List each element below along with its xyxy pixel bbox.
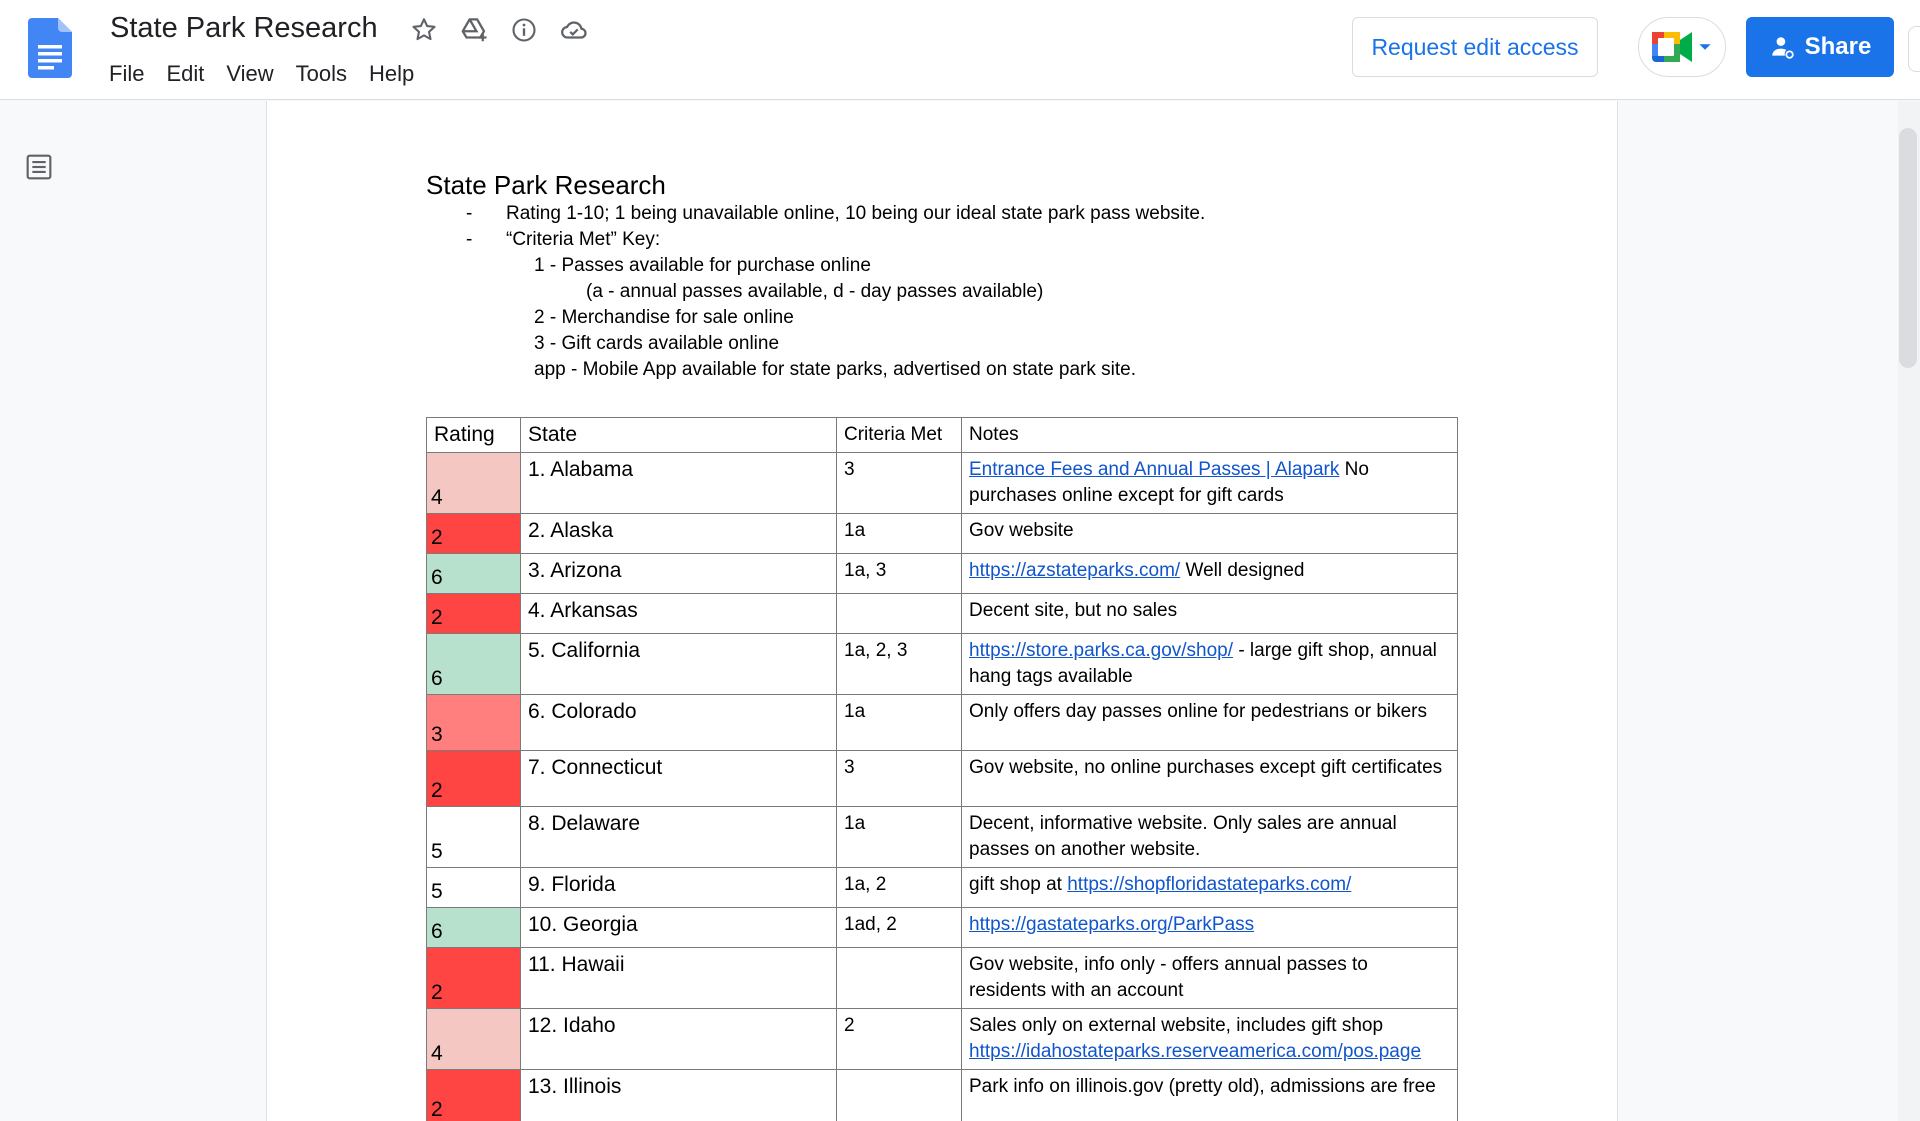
notes-cell[interactable] xyxy=(962,634,1458,695)
table-row xyxy=(427,554,1458,594)
rating-cell[interactable]: 2 xyxy=(427,594,521,634)
state-cell[interactable]: 12. Idaho xyxy=(521,1009,837,1070)
note-link[interactable]: https://azstateparks.com/ xyxy=(969,560,1181,581)
rating-cell[interactable]: 2 xyxy=(427,751,521,807)
header-notes: Notes xyxy=(962,418,1458,453)
table-row xyxy=(427,695,1458,751)
note-link[interactable]: https://gastateparks.org/ParkPass xyxy=(969,914,1255,935)
rating-cell[interactable]: 6 xyxy=(427,554,521,594)
state-cell[interactable]: 4. Arkansas xyxy=(521,594,837,634)
criteria-cell[interactable] xyxy=(837,594,962,634)
state-cell[interactable]: 1. Alabama xyxy=(521,453,837,514)
side-panel-toggle[interactable] xyxy=(1908,26,1920,72)
key-item: 3 - Gift cards available online xyxy=(534,333,780,354)
state-cell[interactable]: 2. Alaska xyxy=(521,514,837,554)
rating-cell[interactable]: 6 xyxy=(427,908,521,948)
bullet-text: Rating 1-10; 1 being unavailable online, 10 being our ideal state park pass website. xyxy=(506,203,1206,224)
bullet-dash: - xyxy=(466,229,473,250)
criteria-cell[interactable]: 1a xyxy=(837,695,962,751)
star-icon[interactable] xyxy=(406,12,442,48)
rating-cell[interactable]: 6 xyxy=(427,634,521,695)
top-bar xyxy=(0,0,1920,100)
menu-file[interactable]: File xyxy=(109,61,145,86)
criteria-cell[interactable] xyxy=(837,948,962,1009)
state-park-table xyxy=(426,417,1458,1121)
menu-view[interactable]: View xyxy=(226,61,274,86)
share-button-label: Share xyxy=(1804,33,1872,60)
info-icon[interactable] xyxy=(506,12,542,48)
note-text: Park info on illinois.gov (pretty old), admissions are free xyxy=(969,1076,1436,1097)
criteria-cell[interactable]: 1a, 2 xyxy=(837,868,962,908)
criteria-cell[interactable]: 1ad, 2 xyxy=(837,908,962,948)
criteria-cell[interactable] xyxy=(837,1070,962,1121)
state-cell[interactable]: 9. Florida xyxy=(521,868,837,908)
notes-cell[interactable] xyxy=(962,751,1458,807)
rating-cell[interactable]: 2 xyxy=(427,514,521,554)
table-row xyxy=(427,1070,1458,1121)
menu-bar xyxy=(98,58,425,90)
person-add-icon xyxy=(1769,34,1795,60)
criteria-cell[interactable]: 3 xyxy=(837,453,962,514)
table-row xyxy=(427,807,1458,868)
request-edit-access-button[interactable]: Request edit access xyxy=(1352,17,1598,77)
note-text: Decent, informative website. Only sales are annual passes on another website. xyxy=(969,813,1397,860)
table-row xyxy=(427,594,1458,634)
state-cell[interactable]: 11. Hawaii xyxy=(521,948,837,1009)
outline-list-icon xyxy=(23,151,55,183)
state-cell[interactable]: 6. Colorado xyxy=(521,695,837,751)
menu-help[interactable]: Help xyxy=(369,61,415,86)
note-link[interactable]: https://store.parks.ca.gov/shop/ xyxy=(969,640,1234,661)
note-text: Only offers day passes online for pedestrians or bikers xyxy=(969,701,1427,722)
note-text: Well designed xyxy=(1185,560,1305,581)
header-state: State xyxy=(521,418,837,453)
header-rating: Rating xyxy=(427,418,521,453)
note-text: Decent site, but no sales xyxy=(969,600,1178,621)
document-content xyxy=(426,169,1466,383)
note-text: No purchases online except for gift cards xyxy=(969,459,1369,506)
rating-cell[interactable]: 4 xyxy=(427,453,521,514)
rating-cell[interactable]: 2 xyxy=(427,1070,521,1121)
notes-cell[interactable] xyxy=(962,554,1458,594)
criteria-key-list xyxy=(426,253,1466,383)
menu-edit[interactable]: Edit xyxy=(166,61,205,86)
notes-cell[interactable] xyxy=(962,948,1458,1009)
state-cell[interactable]: 8. Delaware xyxy=(521,807,837,868)
bullet-item xyxy=(426,227,1466,253)
notes-cell[interactable] xyxy=(962,514,1458,554)
document-title[interactable]: State Park Research xyxy=(110,12,378,44)
notes-cell[interactable] xyxy=(962,908,1458,948)
notes-cell[interactable] xyxy=(962,807,1458,868)
notes-cell[interactable] xyxy=(962,594,1458,634)
google-meet-icon xyxy=(1652,30,1694,64)
header-criteria-met: Criteria Met xyxy=(837,418,962,453)
title-icon-group xyxy=(406,12,592,48)
table-row xyxy=(427,1009,1458,1070)
document-page[interactable] xyxy=(266,101,1618,1121)
table-row xyxy=(427,868,1458,908)
state-cell[interactable]: 13. Illinois xyxy=(521,1070,837,1121)
criteria-cell[interactable]: 2 xyxy=(837,1009,962,1070)
state-cell[interactable]: 10. Georgia xyxy=(521,908,837,948)
table-row xyxy=(427,908,1458,948)
add-to-drive-icon[interactable] xyxy=(456,12,492,48)
criteria-cell[interactable]: 1a, 2, 3 xyxy=(837,634,962,695)
key-item: 2 - Merchandise for sale online xyxy=(534,307,794,328)
table-row xyxy=(427,948,1458,1009)
rating-cell[interactable]: 3 xyxy=(427,695,521,751)
table-row xyxy=(427,751,1458,807)
menu-tools[interactable]: Tools xyxy=(295,61,348,86)
criteria-cell[interactable]: 3 xyxy=(837,751,962,807)
key-sub-item: (a - annual passes available, d - day passes available) xyxy=(586,281,1044,302)
bullet-list xyxy=(426,201,1466,253)
state-cell[interactable]: 3. Arizona xyxy=(521,554,837,594)
cloud-saved-icon[interactable] xyxy=(556,12,592,48)
key-item: app - Mobile App available for state parks, advertised on state park site. xyxy=(534,359,1136,380)
note-text: Gov website, no online purchases except gift certificates xyxy=(969,757,1443,778)
criteria-cell[interactable]: 1a xyxy=(837,807,962,868)
note-prefix-text: gift shop at xyxy=(969,874,1062,895)
state-cell[interactable]: 5. California xyxy=(521,634,837,695)
notes-cell[interactable] xyxy=(962,453,1458,514)
rating-cell[interactable]: 5 xyxy=(427,868,521,908)
google-docs-logo-icon[interactable] xyxy=(28,18,72,78)
document-heading: State Park Research xyxy=(426,170,666,200)
bullet-dash: - xyxy=(466,203,473,224)
bullet-text: “Criteria Met” Key: xyxy=(506,229,661,250)
key-item: 1 - Passes available for purchase online xyxy=(534,255,871,276)
note-link[interactable]: https://idahostateparks.reserveamerica.com/pos.page xyxy=(969,1041,1422,1062)
rating-cell[interactable]: 2 xyxy=(427,948,521,1009)
bullet-item xyxy=(426,201,1466,227)
share-button[interactable] xyxy=(1746,17,1894,77)
criteria-cell[interactable]: 1a xyxy=(837,514,962,554)
note-text: Gov website xyxy=(969,520,1074,541)
note-link[interactable]: Entrance Fees and Annual Passes | Alapark xyxy=(969,459,1340,480)
rating-cell[interactable]: 5 xyxy=(427,807,521,868)
chevron-down-icon xyxy=(1698,40,1712,54)
criteria-cell[interactable]: 1a, 3 xyxy=(837,554,962,594)
table-header-row xyxy=(427,418,1458,453)
notes-cell[interactable] xyxy=(962,868,1458,908)
note-link[interactable]: https://shopfloridastateparks.com/ xyxy=(1067,874,1352,895)
table-row xyxy=(427,514,1458,554)
notes-cell[interactable] xyxy=(962,1070,1458,1121)
notes-cell[interactable] xyxy=(962,1009,1458,1070)
scrollbar-thumb[interactable] xyxy=(1899,128,1917,368)
note-text: - large gift shop, annual hang tags available xyxy=(969,640,1437,687)
meet-button[interactable] xyxy=(1638,17,1726,77)
rating-cell[interactable]: 4 xyxy=(427,1009,521,1070)
notes-cell[interactable] xyxy=(962,695,1458,751)
table-row xyxy=(427,634,1458,695)
document-outline-button[interactable] xyxy=(22,150,56,184)
note-text: Gov website, info only - offers annual passes to residents with an account xyxy=(969,954,1368,1001)
note-prefix-text: Sales only on external website, includes gift shop xyxy=(969,1015,1384,1036)
table-row xyxy=(427,453,1458,514)
state-cell[interactable]: 7. Connecticut xyxy=(521,751,837,807)
